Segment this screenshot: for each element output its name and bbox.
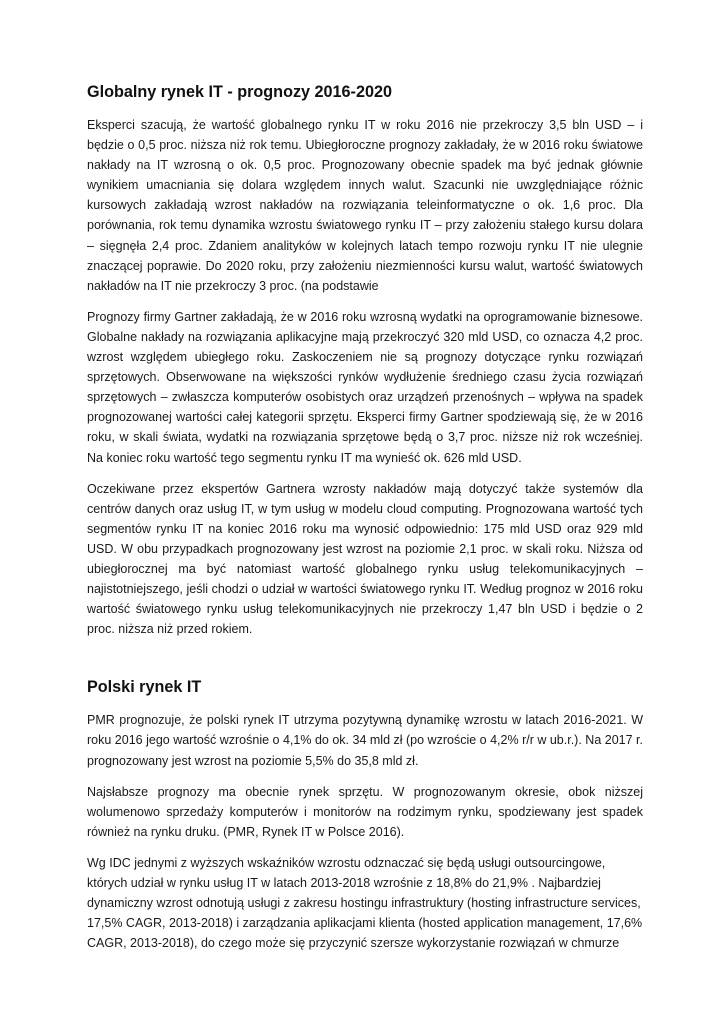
section-heading-global-it-market: Globalny rynek IT - prognozy 2016-2020 [87, 83, 392, 101]
paragraph-polish-1: PMR prognozuje, że polski rynek IT utrzyma pozytywną dynamikę wzrostu w latach 2016-2021. W roku 2016 jego wartość wzrośnie o 4,1% do ok. 34 mld zł (po wzroście o 4,2% r/r w ub.r.). Na 2017 r. prognozowany jest wzrost na poziomie 5,5% do 35,8 mld zł. [87, 713, 643, 768]
paragraph-global-2: Prognozy firmy Gartner zakładają, że w 2016 roku wzrosną wydatki na oprogramowanie biznesowe. Globalne nakłady na rozwiązania aplikacyjne mają przekroczyć 320 mld USD, co oznacza 4,2 proc. wzrost względem ubiegłego roku. Zaskoczeniem nie są prognozy dotyczące rynku rozwiązań sprzętowych. Obserwowane na większości rynków wydłużenie średniego czasu życia rozwiązań sprzętowych – zwłaszcza komputerów osobistych oraz urządzeń przenośnych – wpływa na spadek prognozowanej wartości całej kategorii sprzętu. Eksperci firmy Gartner spodziewają się, że w 2016 roku, w skali świata, wydatki na rozwiązania sprzętowe będą o 3,7 proc. niższe niż rok wcześniej. Na koniec roku wartość tego segmentu rynku IT ma wynieść ok. 626 mld USD. [87, 309, 643, 465]
paragraph-global-3: Oczekiwane przez ekspertów Gartnera wzrosty nakładów mają dotyczyć także systemów dla centrów danych oraz usług IT, w tym usług w modelu cloud computing. Prognozowana wartość tych segmentów rynku IT na koniec 2016 roku ma wynosić odpowiednio: 175 mld USD oraz 929 mld USD. W obu przypadkach prognozowany jest wzrost na poziomie 2,1 proc. w skali roku. Niższa od ubiegłorocznej ma być natomiast wartość globalnego rynku usług telekomunikacyjnych – najistotniejszego, jeśli chodzi o udział w wartości światowego rynku IT. Według prognoz w 2016 roku wartość światowego rynku usług telekomunikacyjnych nie przekroczy 1,47 bln USD i będzie o 2 proc. niższa niż przed rokiem. [87, 481, 643, 637]
paragraph-global-1: Eksperci szacują, że wartość globalnego rynku IT w roku 2016 nie przekroczy 3,5 bln USD – i będzie o 0,5 proc. niższa niż rok temu. Ubiegłoroczne prognozy zakładały, że w 2016 roku światowe nakłady na IT wzrosną o ok. 0,5 proc. Prognozowany obecnie spadek ma być jednak głównie wynikiem umacniania się dolara względem innych walut. Szacunki nie uwzględniające różnic kursowych zakładają wzrost nakładów na rozwiązania teleinformatyczne o ok. 1,6 proc. Dla porównania, rok temu dynamika wzrostu światowego rynku IT – przy założeniu stałego kursu dolara – sięgnęła 2,4 proc. Zdaniem analityków w kolejnych latach tempo rozwoju rynku IT nie ulegnie znaczącej poprawie. Do 2020 roku, przy założeniu niezmienności kursu walut, wartość światowych nakładów na IT nie przekroczy 3 proc. (na podstawie [87, 118, 643, 293]
paragraph-polish-2: Najsłabsze prognozy ma obecnie rynek sprzętu. W prognozowanym okresie, obok niższej wolumenowo sprzedaży komputerów i monitorów na rodzimym rynku, spodziewany jest spadek również na rynku druku. (PMR, Rynek IT w Polsce 2016). [87, 784, 643, 839]
document-page [87, 82, 643, 964]
paragraph-polish-3: Wg IDC jednymi z wyższych wskaźników wzrostu odznaczać się będą usługi outsourcingowe, których udział w rynku usług IT w latach 2013-2018 wzrośnie z 18,8% do 21,9% . Najbardziej dynamiczny wzrost odnotują usługi z zakresu hostingu infrastruktury (hosting infrastructure services, 17,5% CAGR, 2013-2018) i zarządzania aplikacjami klienta (hosted application management, 17,6% CAGR, 2013-2018), do czego może się przyczynić szersze wykorzystanie rozwiązań w chmurze [87, 855, 643, 951]
section-heading-polish-it-market: Polski rynek IT [87, 678, 202, 697]
